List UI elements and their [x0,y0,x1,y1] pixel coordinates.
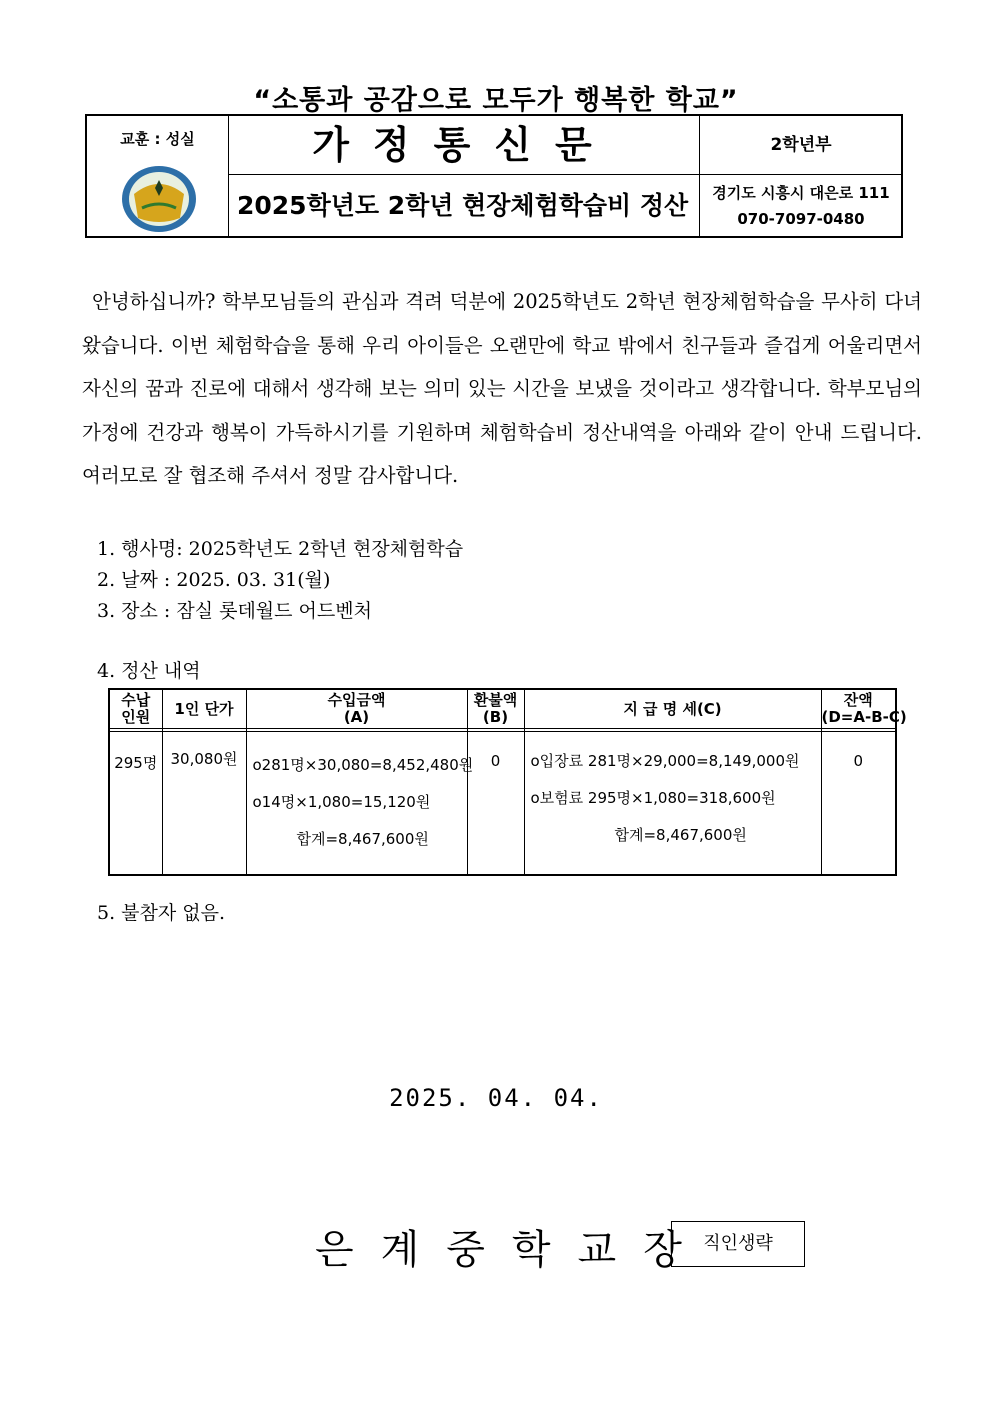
list-item-event-name: 1. 행사명: 2025학년도 2학년 현장체험학습 [97,538,464,560]
list-item-absentees: 5. 불참자 없음. [97,902,226,924]
cell-balance: 0 [821,732,896,876]
payment-line-1: o입장료 281명×29,000=8,149,000원 [530,752,800,770]
income-total: 합계=8,467,600원 [296,830,429,848]
school-slogan: “소통과 공감으로 모두가 행복한 학교” [253,85,739,116]
cell-count: 295명 [109,732,162,876]
seal-omitted-box: 직인생략 [671,1221,805,1267]
table-row [109,732,896,876]
cell-payment [524,732,821,876]
income-line-1: o281명×30,080=8,452,480원 [252,756,474,774]
document-title: 가정통신문 [229,116,699,175]
list-item-location: 3. 장소 : 잠실 롯데월드 어드벤처 [97,600,372,622]
income-line-2: o14명×1,080=15,120원 [252,793,431,811]
school-motto-label: 교훈 : 성실 [120,130,195,148]
greeting-paragraph: 안녕하십니까? 학부모님들의 관심과 격려 덕분에 2025학년도 2학년 현장체험학습을 무사히 다녀왔습니다. 이번 체험학습을 통해 우리 아이들은 오랜만에 학교 밖에서 친구들과 즐겁게 어울리면서 자신의 꿈과 진로에 대해서 생각해 보는 의미 있는 시간을 보냈을 것이라고 생각합니다. 학부모님의 가정에 건강과 행복이 가득하시기를 기원하며 체험학습비 정산내역을 아래와 같이 안내 드립니다. 여러모로 잘 협조해 주셔서 정말 감사합니다. [82,290,922,487]
payment-line-2: o보험료 295명×1,080=318,600원 [530,789,776,807]
header-payment: 지 급 명 세(C) [524,689,821,729]
school-motto-cell [87,116,229,236]
cell-income [246,732,474,876]
header-unit-price: 1인 단가 [162,689,246,729]
school-logo-icon [120,164,198,234]
school-phone: 070-7097-0480 [737,210,865,228]
list-item-settlement: 4. 정산 내역 [97,660,201,682]
department-label: 2학년부 [700,116,902,175]
document-subtitle: 2025학년도 2학년 현장체험학습비 정산 [237,191,689,220]
cell-unit-price: 30,080원 [162,732,246,876]
principal-name: 은계중학교장 [315,1227,709,1273]
header-count: 수납 인원 [109,689,162,729]
list-item-date: 2. 날짜 : 2025. 03. 31(월) [97,569,331,591]
header-balance: 잔액 (D=A-B-C) [821,689,896,729]
payment-total: 합계=8,467,600원 [614,826,747,844]
header-income: 수입금액 (A) [246,689,467,729]
school-address: 경기도 시흥시 대은로 111 [712,184,890,202]
header-refund: 환불액 (B) [467,689,524,729]
contact-cell [699,116,902,236]
letter-header [85,114,903,238]
issue-date: 2025. 04. 04. [389,1084,603,1112]
table-header-row [109,689,896,729]
settlement-table [108,688,907,876]
cell-refund: 0 [467,732,524,876]
